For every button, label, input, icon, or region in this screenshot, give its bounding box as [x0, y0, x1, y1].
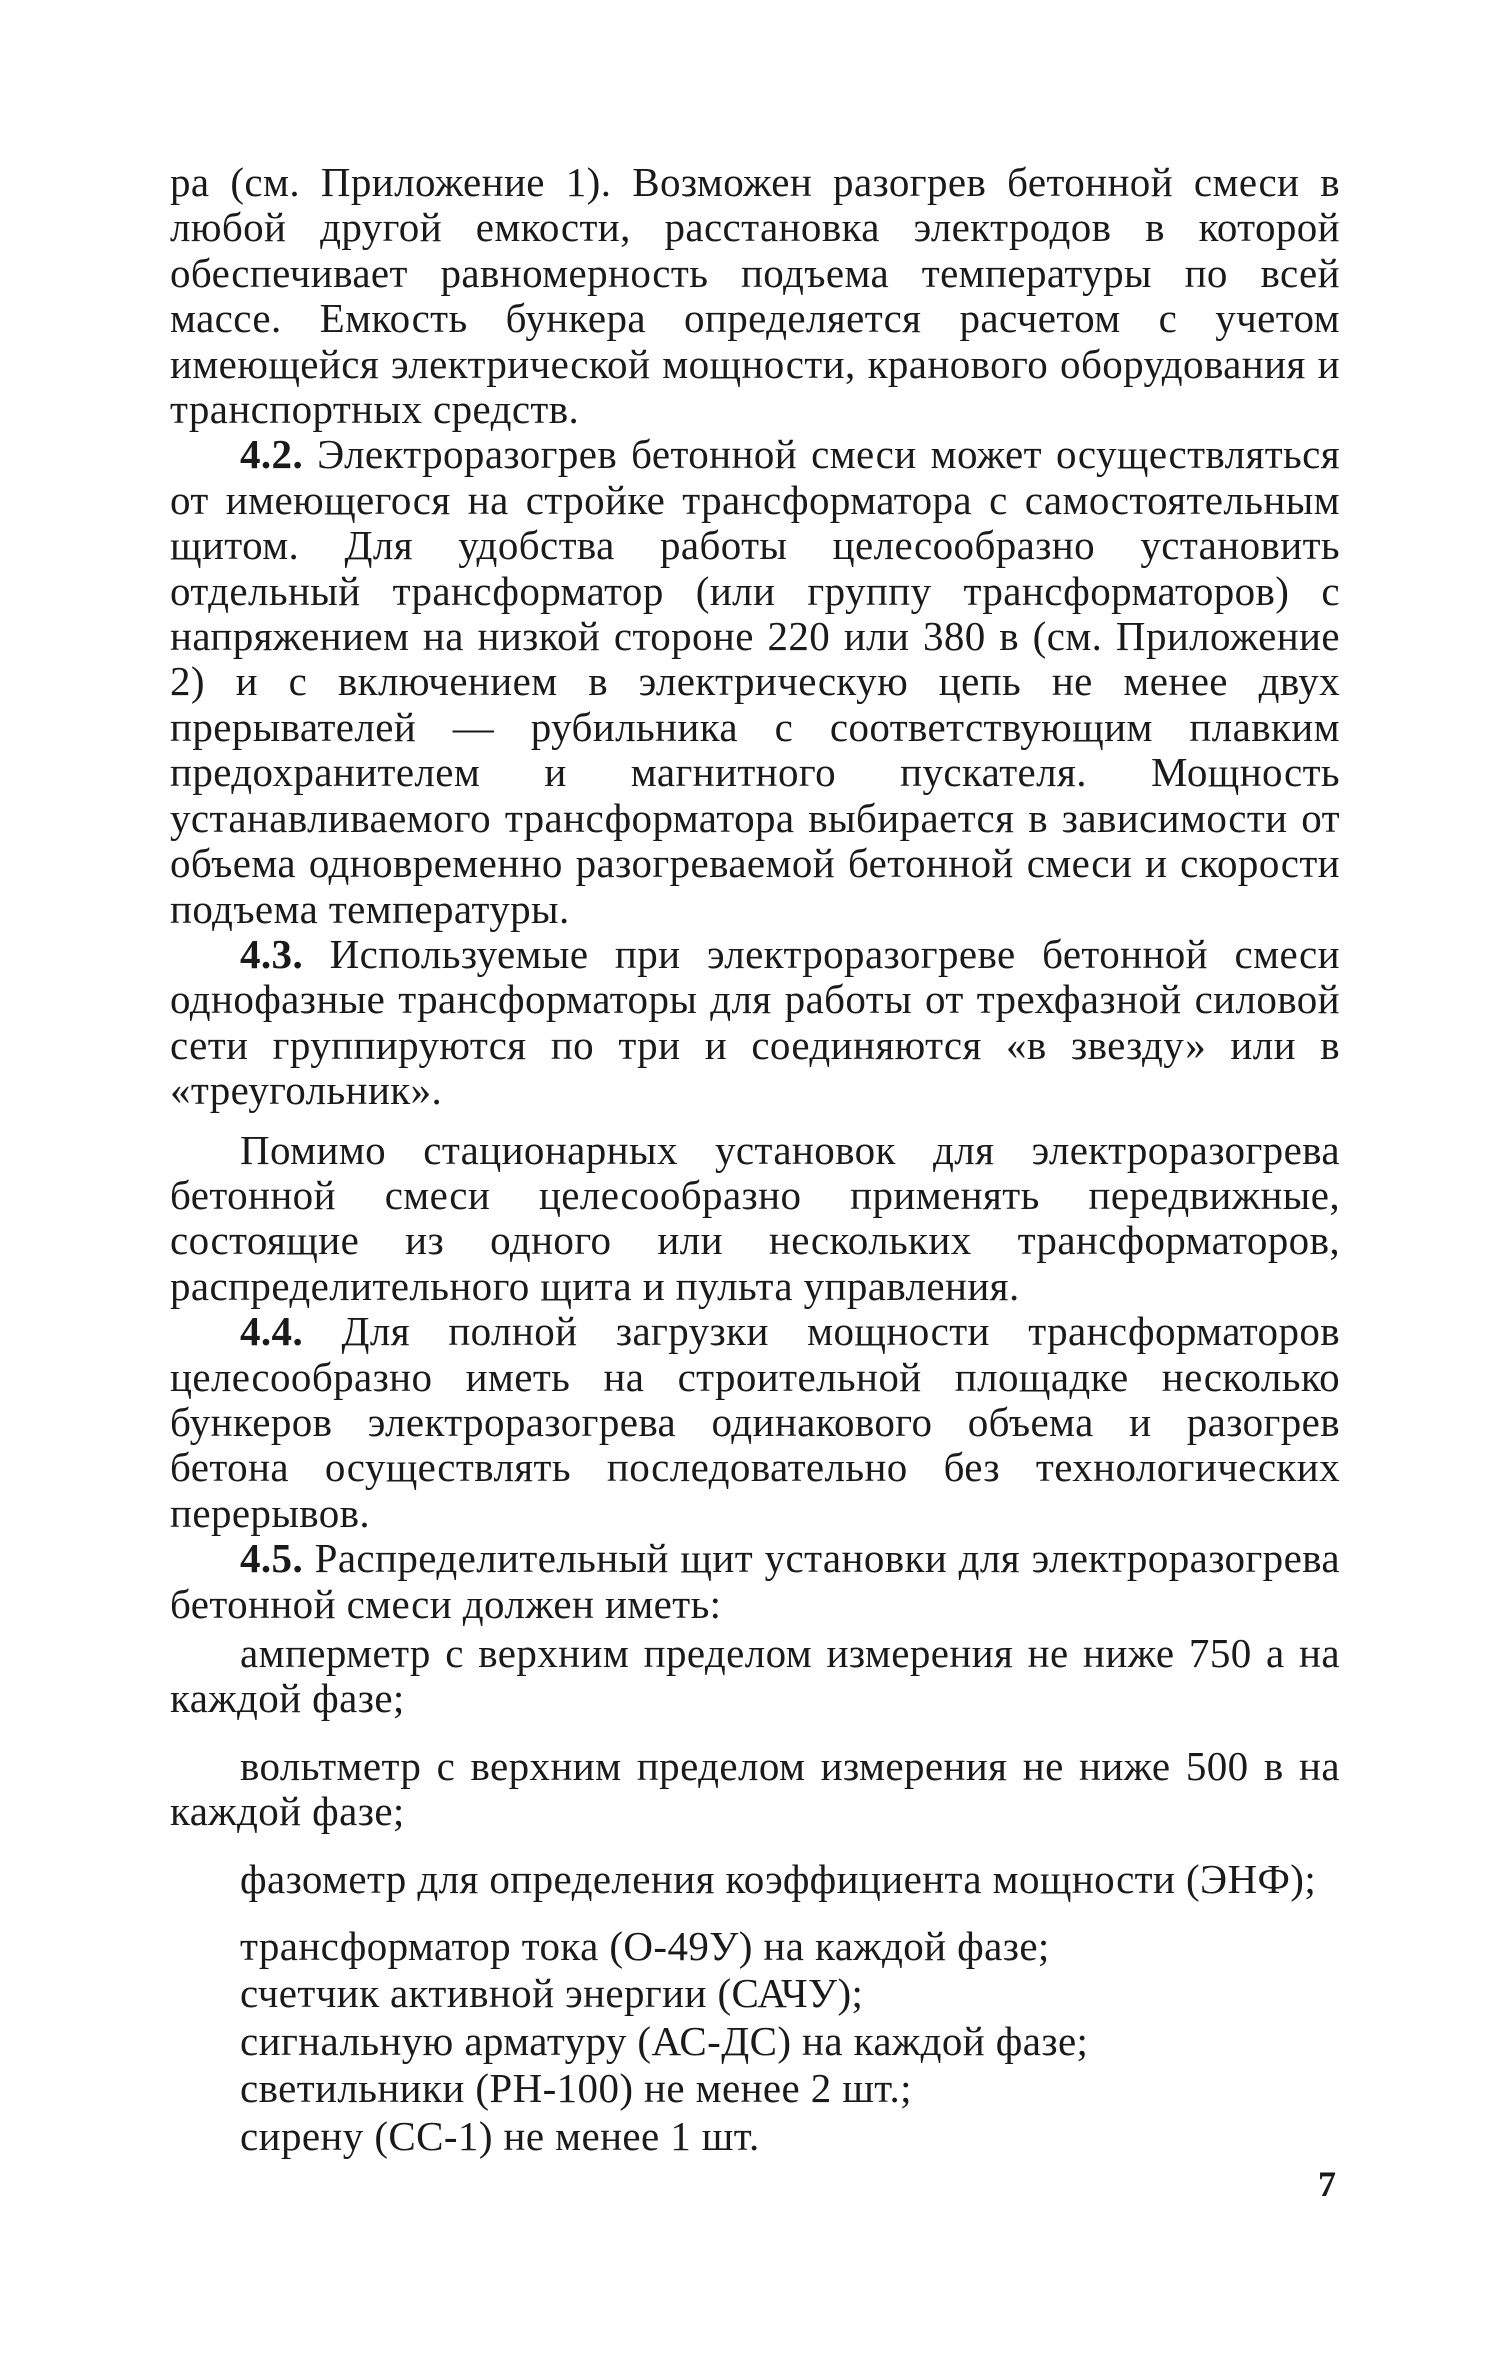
- list-item: [170, 1924, 1340, 1969]
- paragraph-text: Распределительный щит установки для электроразогрева бетонной смеси должен иметь:: [170, 1535, 1340, 1627]
- list-item-text: сирену (СС-1) не менее 1 шт.: [240, 2112, 760, 2159]
- list-item-text: амперметр с верхним пределом измерения не ниже 750 а на каждой фазе;: [170, 1630, 1340, 1722]
- list-item-text: вольтметр с верхним пределом измерения не ниже 500 в на каждой фазе;: [170, 1742, 1340, 1835]
- list-item: [170, 2066, 1340, 2111]
- list-item-text: счетчик активной энергии (САЧУ);: [240, 1970, 864, 2017]
- list-item: [170, 1631, 1340, 1722]
- equipment-list: [170, 1631, 1340, 2159]
- paragraph-text: Электроразогрев бетонной смеси может осуществляться от имеющегося на стройке трансформатора с самостоятельным щитом. Для удобства работы целесообразно установить отдельный трансформатор (или группу трансформаторов) с напряжением на низкой стороне 220 или 380 в (см. Приложение 2) и с включением в электрическую цепь не менее двух прерывателей — рубильника с соответствующим плавким предохранителем и магнитного пускателя. Мощность устанавливаемого трансформатора выбирается в зависимости от объема одновременно разогреваемой бетонной смеси и скорости подъема температуры.: [170, 431, 1340, 932]
- list-item: [170, 2019, 1340, 2064]
- list-item: [170, 1971, 1340, 2016]
- list-item: [170, 1857, 1340, 1902]
- list-item: [170, 2114, 1340, 2159]
- paragraph-4-5: [170, 1536, 1340, 1627]
- section-number: 4.5.: [240, 1535, 304, 1582]
- paragraph-continuation: [170, 160, 1340, 432]
- paragraph-text: Помимо стационарных установок для электроразогрева бетонной смеси целесообразно применять передвижные, состоящие из одного или нескольких трансформаторов, распределительного щита и пульта управления.: [170, 1126, 1340, 1309]
- section-number: 4.3.: [240, 930, 304, 977]
- list-item-text: светильники (РН-100) не менее 2 шт.;: [240, 2065, 912, 2112]
- paragraph-4-3: [170, 932, 1340, 1114]
- paragraph-text: Используемые при электроразогреве бетонной смеси однофазные трансформаторы для работы от трехфазной силовой сети группируются по три и соединяются «в звезду» или в «треугольник».: [170, 930, 1340, 1114]
- paragraph-4-4: [170, 1309, 1340, 1536]
- page-number: 7: [1318, 2164, 1336, 2204]
- paragraph-text: Для полной загрузки мощности трансформаторов целесообразно иметь на строительной площадке несколько бункеров электроразогрева одинакового объема и разогрев бетона осуществлять последовательно без технологических перерывов.: [170, 1308, 1340, 1536]
- list-item: [170, 1744, 1340, 1835]
- document-page: [170, 160, 1340, 2159]
- paragraph-4-2: [170, 432, 1340, 931]
- list-item-text: сигнальную арматуру (АС-ДС) на каждой фазе;: [240, 2017, 1089, 2064]
- section-number: 4.4.: [240, 1308, 304, 1355]
- list-item-text: фазометр для определения коэффициента мощности (ЭНФ);: [240, 1855, 1317, 1902]
- section-number: 4.2.: [240, 431, 304, 478]
- paragraph-mobile-units: [170, 1128, 1340, 1310]
- paragraph-text: ра (см. Приложение 1). Возможен разогрев бетонной смеси в любой другой емкости, расстановка электродов в которой обеспечивает равномерность подъема температуры по всей массе. Емкость бункера определяется расчетом с учетом имеющейся электрической мощности, кранового оборудования и транспортных средств.: [170, 159, 1340, 433]
- list-item-text: трансформатор тока (О-49У) на каждой фазе;: [240, 1923, 1050, 1970]
